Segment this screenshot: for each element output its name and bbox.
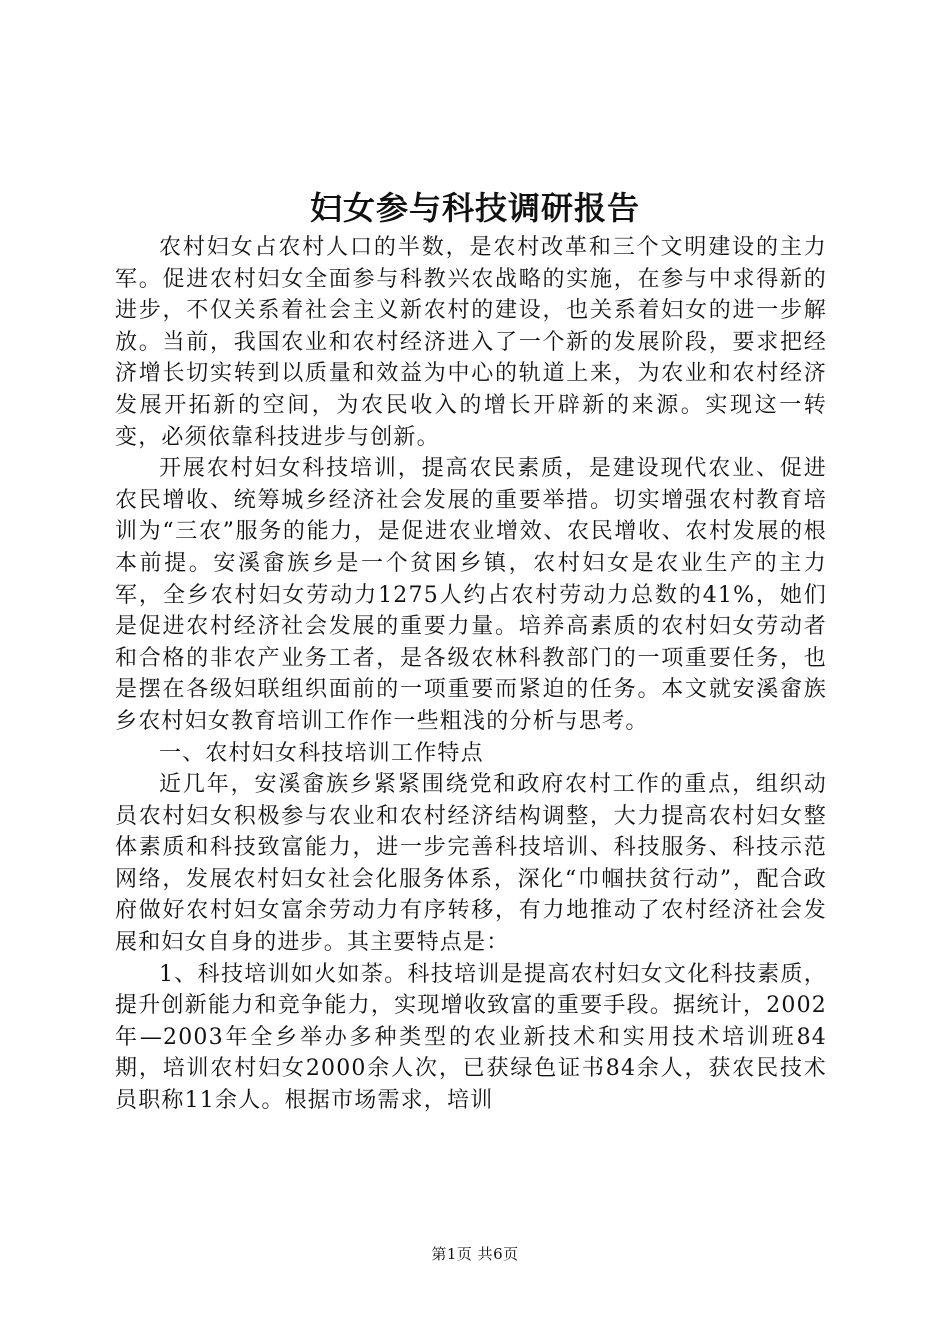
document-title: 妇女参与科技调研报告 <box>309 189 640 227</box>
paragraph-recent-years: 近几年，安溪畲族乡紧紧围绕党和政府农村工作的重点，组织动员农村妇女积极参与农业和农村经济结构调整，大力提高农村妇女整体素质和科技致富能力，进一步完善科技培训、科技服务、科技示范网络，发展农村妇女社会化服务体系，深化“巾帼扶贫行动”，配合政府做好农村妇女富余劳动力有序转移，有力地推动了农村经济社会发展和妇女自身的进步。其主要特点是： <box>115 772 827 956</box>
page-footer: 第1页 共6页 <box>431 1245 519 1263</box>
paragraph-intro: 农村妇女占农村人口的半数，是农村改革和三个文明建设的主力军。促进农村妇女全面参与科教兴农战略的实施，在参与中求得新的进步，不仅关系着社会主义新农村的建设，也关系着妇女的进一步解放。当前，我国农业和农村经济进入了一个新的发展阶段，要求把经济增长切实转到以质量和效益为中心的轨道上来，为农业和农村经济发展开拓新的空间，为农民收入的增长开辟新的来源。实现这一转变，必须依靠科技进步与创新。 <box>115 235 827 450</box>
document-body <box>115 232 827 1117</box>
paragraph-point-1: 1、科技培训如火如荼。科技培训是提高农村妇女文化科技素质，提升创新能力和竞争能力，实现增收致富的重要手段。据统计，2002年—2003年全乡举办多种类型的农业新技术和实用技术培训班84期，培训农村妇女2000余人次，已获绿色证书84余人，获农民技术员职称11余人。根据市场需求，培训 <box>115 961 827 1114</box>
paragraph-training: 开展农村妇女科技培训，提高农民素质，是建设现代农业、促进农民增收、统筹城乡经济社会发展的重要举措。切实增强农村教育培训为“三农”服务的能力，是促进农业增效、农民增收、农村发展的根本前提。安溪畲族乡是一个贫困乡镇，农村妇女是农业生产的主力军，全乡农村妇女劳动力1275人约占农村劳动力总数的41%，她们是促进农村经济社会发展的重要力量。培养高素质的农村妇女劳动者和合格的非农产业务工者，是各级农林科教部门的一项重要任务，也是摆在各级妇联组织面前的一项重要而紧迫的任务。本文就安溪畲族乡农村妇女教育培训工作作一些粗浅的分析与思考。 <box>115 456 827 734</box>
section-heading: 一、农村妇女科技培训工作特点 <box>159 740 484 766</box>
